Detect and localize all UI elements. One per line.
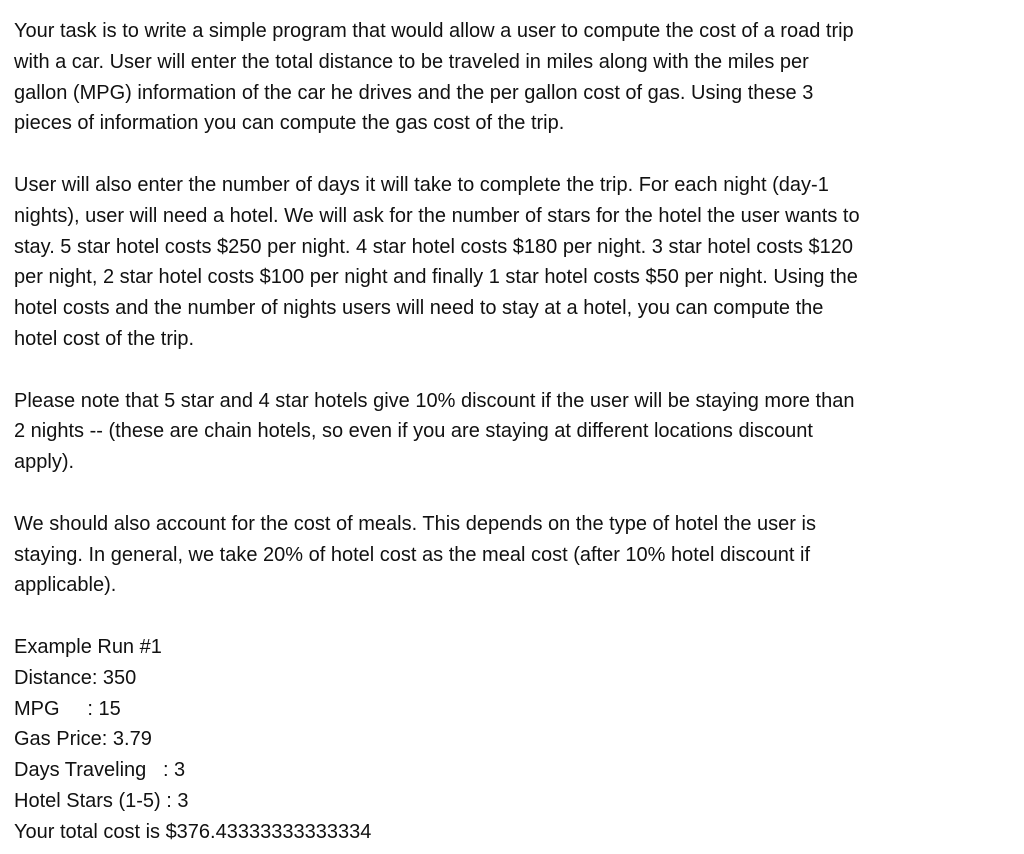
example-run-hotel-stars: Hotel Stars (1-5) : 3 (14, 789, 189, 812)
text-line: nights), user will need a hotel. We will ask for the number of stars for the hotel the user wants to (14, 204, 860, 227)
text-line: with a car. User will enter the total distance to be traveled in miles along with the miles per (14, 50, 809, 73)
paragraph-discount (14, 386, 1010, 478)
text-line: hotel cost of the trip. (14, 327, 195, 350)
paragraph-gap (14, 478, 1010, 509)
text-line: hotel costs and the number of nights users will need to stay at a hotel, you can compute the (14, 297, 824, 320)
example-run (14, 632, 1010, 848)
paragraph-hotel-costs (14, 170, 1010, 355)
text-line: 2 nights -- (these are chain hotels, so even if you are staying at different locations discount (14, 420, 813, 443)
text-line: applicable). (14, 574, 117, 597)
text-line: Please note that 5 star and 4 star hotels give 10% discount if the user will be staying more than (14, 389, 855, 412)
text-line: stay. 5 star hotel costs $250 per night. 4 star hotel costs $180 per night. 3 star hotel costs $120 (14, 235, 854, 258)
example-run-days: Days Traveling : 3 (14, 759, 186, 782)
example-run-mpg: MPG : 15 (14, 697, 121, 720)
paragraph-gap (14, 139, 1010, 170)
text-line: We should also account for the cost of meals. This depends on the type of hotel the user is (14, 512, 816, 535)
example-run-gas-price: Gas Price: 3.79 (14, 728, 152, 751)
text-line: User will also enter the number of days it will take to complete the trip. For each night (day-1 (14, 173, 829, 196)
text-line: staying. In general, we take 20% of hotel cost as the meal cost (after 10% hotel discount if (14, 543, 810, 566)
paragraph-meals (14, 509, 1010, 601)
text-line: Your task is to write a simple program that would allow a user to compute the cost of a road trip (14, 20, 854, 42)
paragraph-gap (14, 355, 1010, 386)
paragraph-gap (14, 601, 1010, 632)
paragraph-task-description (14, 16, 1010, 139)
text-line: per night, 2 star hotel costs $100 per night and finally 1 star hotel costs $50 per night. Using the (14, 266, 858, 289)
example-run-heading: Example Run #1 (14, 635, 162, 658)
text-line: pieces of information you can compute the gas cost of the trip. (14, 112, 565, 135)
example-run-total-cost: Your total cost is $376.43333333333334 (14, 820, 372, 843)
example-run-distance: Distance: 350 (14, 666, 137, 689)
text-line: apply). (14, 451, 75, 474)
text-line: gallon (MPG) information of the car he drives and the per gallon cost of gas. Using these 3 (14, 81, 814, 104)
